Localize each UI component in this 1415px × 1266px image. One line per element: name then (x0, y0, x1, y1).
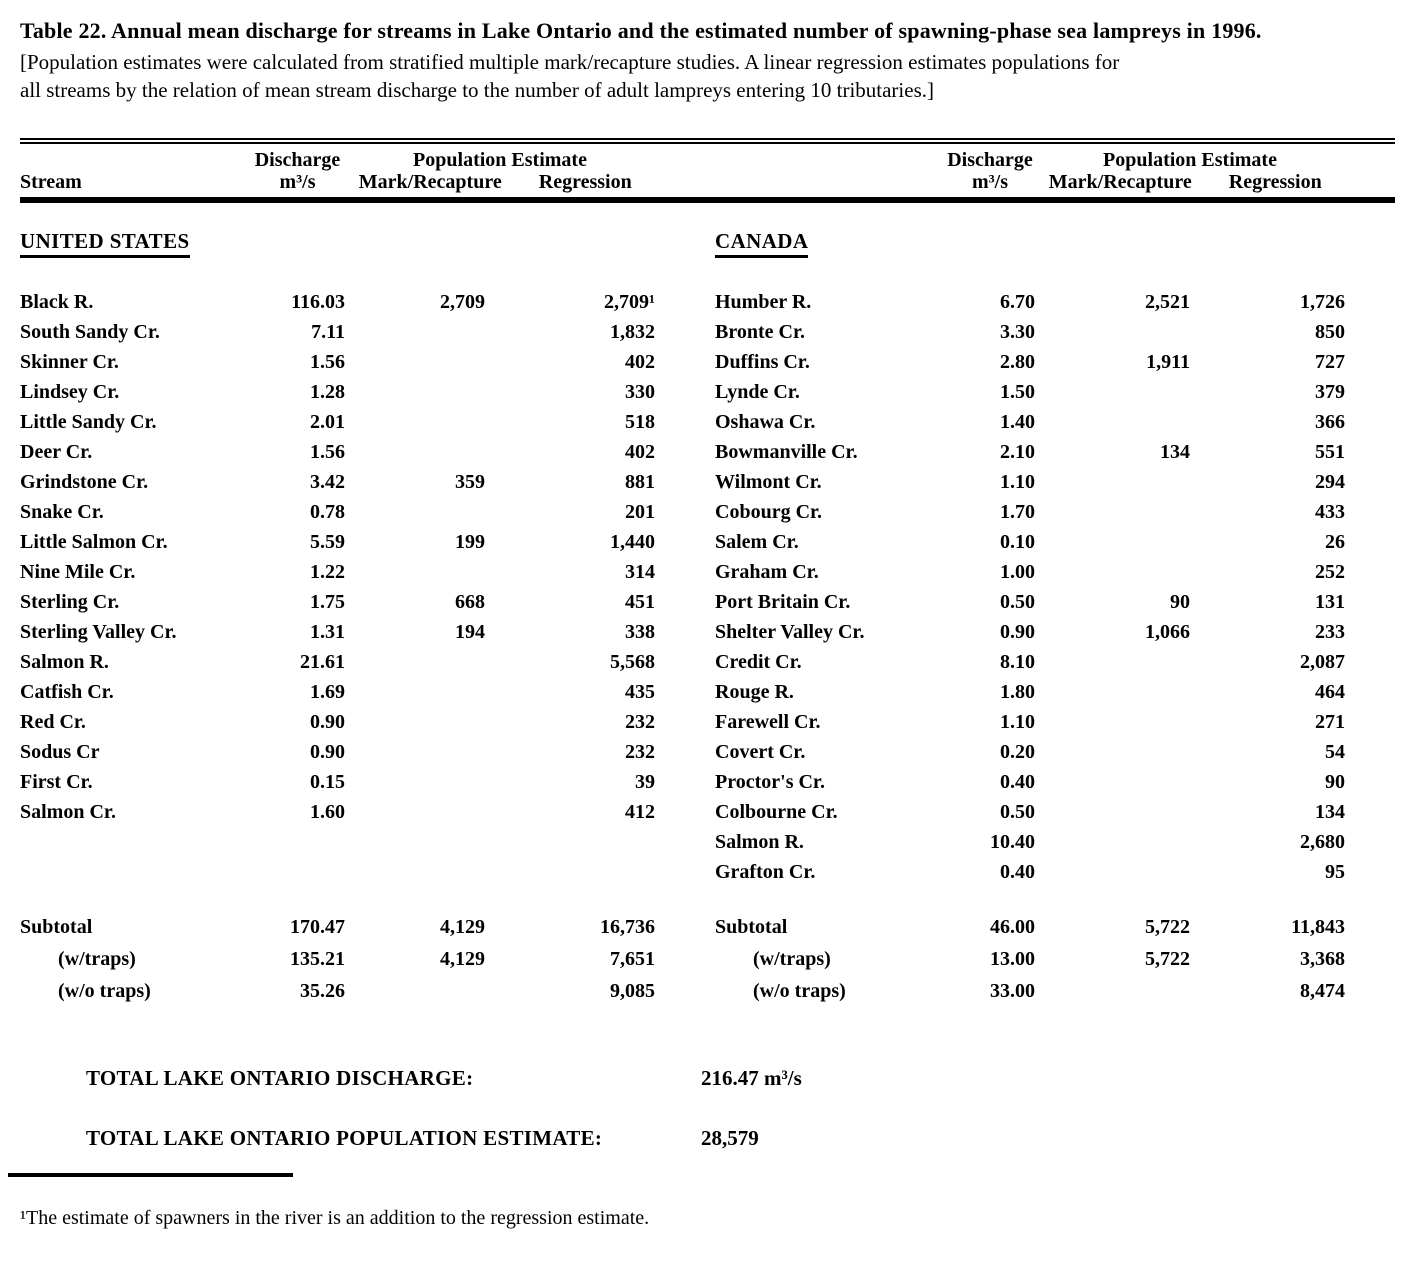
total-population-value: 28,579 (701, 1126, 759, 1150)
discharge-cell: 1.40 (1000, 411, 1035, 433)
discharge-cell: 35.26 (300, 980, 345, 1002)
regression-cell: 201 (625, 501, 655, 523)
regression-cell: 7,651 (610, 948, 655, 970)
discharge-cell: 1.60 (310, 801, 345, 823)
table-row (715, 707, 1395, 737)
table-row (715, 767, 1395, 797)
regression-cell: 54 (1325, 741, 1345, 763)
table-row (20, 407, 680, 437)
subtotal-label-cell: (w/o traps) (753, 980, 846, 1002)
stream-name-cell: Salmon R. (715, 831, 804, 853)
table-row (715, 797, 1395, 827)
stream-name-cell: Farewell Cr. (715, 711, 821, 733)
footnote-divider (8, 1173, 293, 1177)
stream-name-cell: Salmon Cr. (20, 801, 116, 823)
subtotal-row (715, 943, 1395, 975)
table-row (715, 587, 1395, 617)
regression-cell: 232 (625, 711, 655, 733)
discharge-cell: 0.90 (310, 711, 345, 733)
total-population-label: TOTAL LAKE ONTARIO POPULATION ESTIMATE: (86, 1126, 603, 1150)
table-row (715, 857, 1395, 887)
stream-name-cell: Graham Cr. (715, 561, 819, 583)
stream-name-cell: Colbourne Cr. (715, 801, 838, 823)
discharge-cell: 0.50 (1000, 591, 1035, 613)
table-row (715, 617, 1395, 647)
discharge-cell: 1.10 (1000, 471, 1035, 493)
mark-recapture-cell: 5,722 (1145, 916, 1190, 938)
discharge-cell: 1.80 (1000, 681, 1035, 703)
regression-cell: 2,087 (1300, 651, 1345, 673)
table-body (20, 203, 1395, 1007)
table-row (715, 677, 1395, 707)
regression-cell: 551 (1315, 441, 1345, 463)
subtotal-row (715, 911, 1395, 943)
subtotal-label-cell: (w/traps) (753, 948, 831, 970)
regression-cell: 314 (625, 561, 655, 583)
total-discharge-label: TOTAL LAKE ONTARIO DISCHARGE: (86, 1066, 474, 1090)
subtotal-row (20, 975, 680, 1007)
stream-name-cell: Catfish Cr. (20, 681, 114, 703)
table-row (20, 737, 680, 767)
subtotal-block-us (20, 911, 680, 1007)
stream-name-cell: Red Cr. (20, 711, 86, 733)
stream-name-cell: Humber R. (715, 291, 812, 313)
subtotal-row (715, 975, 1395, 1007)
stream-name-cell: Bowmanville Cr. (715, 441, 858, 463)
total-discharge-line (20, 1065, 1395, 1091)
regression-cell: 1,440 (610, 531, 655, 553)
regression-cell: 3,368 (1300, 948, 1345, 970)
stream-name-cell: Little Salmon Cr. (20, 531, 168, 553)
discharge-cell: 0.40 (1000, 861, 1035, 883)
stream-name-cell: Little Sandy Cr. (20, 411, 157, 433)
regression-cell: 232 (625, 741, 655, 763)
subtotal-label-cell: Subtotal (715, 916, 788, 938)
mark-recapture-cell (345, 975, 485, 1007)
mark-recapture-cell (345, 647, 485, 677)
table-row (715, 407, 1395, 437)
table-row (715, 317, 1395, 347)
discharge-cell: 0.40 (1000, 771, 1035, 793)
discharge-cell: 5.59 (310, 531, 345, 553)
canada-panel (715, 203, 1395, 1007)
mark-recapture-cell: 1,066 (1145, 621, 1190, 643)
stream-name-cell: Rouge R. (715, 681, 794, 703)
subtotal-block-canada (715, 911, 1395, 1007)
mark-recapture-cell (1035, 377, 1190, 407)
regression-cell: 435 (625, 681, 655, 703)
mark-recapture-cell (1035, 975, 1190, 1007)
mark-recapture-cell (345, 317, 485, 347)
mark-recapture-cell (345, 767, 485, 797)
stream-name-cell: Lynde Cr. (715, 381, 800, 403)
mark-recapture-cell (345, 557, 485, 587)
mark-recapture-cell (1035, 557, 1190, 587)
mark-recapture-cell (1035, 527, 1190, 557)
mark-recapture-cell (345, 797, 485, 827)
col-header-discharge: Discharge m³/s (947, 149, 1033, 193)
regression-cell: 233 (1315, 621, 1345, 643)
regression-cell: 412 (625, 801, 655, 823)
mark-recapture-cell (345, 437, 485, 467)
subtotal-label-cell: (w/o traps) (58, 980, 151, 1002)
discharge-cell: 33.00 (990, 980, 1035, 1002)
total-discharge-value: 216.47 m³/s (701, 1066, 802, 1090)
regression-cell: 330 (625, 381, 655, 403)
totals (20, 1065, 1395, 1151)
subtotal-label-cell: (w/traps) (58, 948, 136, 970)
discharge-cell: 10.40 (990, 831, 1035, 853)
regression-cell: 26 (1325, 531, 1345, 553)
table-row (20, 647, 680, 677)
stream-name-cell: Shelter Valley Cr. (715, 621, 865, 643)
discharge-cell: 2.10 (1000, 441, 1035, 463)
regression-cell: 9,085 (610, 980, 655, 1002)
regression-cell: 850 (1315, 321, 1345, 343)
discharge-cell: 1.00 (1000, 561, 1035, 583)
mark-recapture-cell (1035, 827, 1190, 857)
discharge-cell: 7.11 (311, 321, 345, 343)
stream-name-cell: Nine Mile Cr. (20, 561, 136, 583)
regression-cell: 402 (625, 441, 655, 463)
regression-cell: 131 (1315, 591, 1345, 613)
table-row (715, 737, 1395, 767)
discharge-cell: 0.78 (310, 501, 345, 523)
discharge-cell: 3.30 (1000, 321, 1035, 343)
col-header-regression: Regression (538, 171, 632, 193)
table-row (20, 467, 680, 497)
discharge-cell: 0.50 (1000, 801, 1035, 823)
regression-cell: 95 (1325, 861, 1345, 883)
stream-name-cell: Oshawa Cr. (715, 411, 816, 433)
col-header-discharge: Discharge m³/s (254, 149, 341, 193)
discharge-cell: 0.20 (1000, 741, 1035, 763)
regression-cell: 2,680 (1300, 831, 1345, 853)
regression-cell: 366 (1315, 411, 1345, 433)
section-header-united-states: UNITED STATES (20, 229, 680, 257)
regression-cell: 402 (625, 351, 655, 373)
stream-name-cell: South Sandy Cr. (20, 321, 160, 343)
mark-recapture-cell: 199 (455, 531, 485, 553)
discharge-cell: 116.03 (291, 291, 345, 313)
mark-recapture-cell (1035, 647, 1190, 677)
discharge-cell: 0.10 (1000, 531, 1035, 553)
stream-name-cell: Grafton Cr. (715, 861, 816, 883)
total-population-line (20, 1125, 1395, 1151)
regression-cell: 379 (1315, 381, 1345, 403)
table-row (715, 497, 1395, 527)
mark-recapture-cell (1035, 317, 1190, 347)
stream-name-cell: Deer Cr. (20, 441, 93, 463)
mark-recapture-cell (1035, 497, 1190, 527)
mark-recapture-cell: 4,129 (440, 916, 485, 938)
stream-name-cell: Bronte Cr. (715, 321, 805, 343)
table-row (715, 647, 1395, 677)
regression-cell: 518 (625, 411, 655, 433)
regression-cell: 1,832 (610, 321, 655, 343)
subtotal-row (20, 911, 680, 943)
stream-name-cell: Port Britain Cr. (715, 591, 851, 613)
col-header-regression: Regression (1228, 171, 1322, 193)
table-row (715, 377, 1395, 407)
stream-name-cell: Wilmont Cr. (715, 471, 822, 493)
discharge-cell: 135.21 (290, 948, 345, 970)
regression-cell: 271 (1315, 711, 1345, 733)
stream-name-cell: Salem Cr. (715, 531, 799, 553)
table-row (20, 527, 680, 557)
table-row (715, 287, 1395, 317)
discharge-cell: 1.50 (1000, 381, 1035, 403)
col-header-population-estimate: Population Estimate Mark/Recapture Regression (345, 149, 655, 193)
table-row (20, 287, 680, 317)
mark-recapture-cell (1035, 797, 1190, 827)
table-row (20, 767, 680, 797)
mark-recapture-cell: 1,911 (1146, 351, 1190, 373)
stream-table-canada (715, 287, 1395, 887)
mark-recapture-cell: 134 (1160, 441, 1190, 463)
mark-recapture-cell (1035, 767, 1190, 797)
discharge-cell: 21.61 (300, 651, 345, 673)
page-title: Table 22. Annual mean discharge for streams in Lake Ontario and the estimated number of spawning-phase sea lampreys in 1996. (20, 18, 1262, 43)
mark-recapture-cell: 2,521 (1145, 291, 1190, 313)
discharge-cell: 1.75 (310, 591, 345, 613)
mark-recapture-cell (345, 407, 485, 437)
discharge-cell: 0.90 (1000, 621, 1035, 643)
discharge-cell: 1.56 (310, 441, 345, 463)
mark-recapture-cell (1035, 407, 1190, 437)
mark-recapture-cell: 4,129 (440, 948, 485, 970)
stream-name-cell: Proctor's Cr. (715, 771, 825, 793)
stream-name-cell: Grindstone Cr. (20, 471, 149, 493)
table-row (20, 677, 680, 707)
table-row (20, 437, 680, 467)
regression-cell: 90 (1325, 771, 1345, 793)
regression-cell: 134 (1315, 801, 1345, 823)
regression-cell: 294 (1315, 471, 1345, 493)
discharge-cell: 8.10 (1000, 651, 1035, 673)
regression-cell: 433 (1315, 501, 1345, 523)
col-header-mark-recapture: Mark/Recapture (358, 171, 502, 193)
table-row (715, 527, 1395, 557)
table-row (715, 467, 1395, 497)
table-row (20, 377, 680, 407)
stream-name-cell: Snake Cr. (20, 501, 104, 523)
table-row (20, 587, 680, 617)
mark-recapture-cell: 194 (455, 621, 485, 643)
footnote: ¹The estimate of spawners in the river is an addition to the regression estimate. (20, 1207, 650, 1229)
table-note: [Population estimates were calculated from stratified multiple mark/recapture studies. A linear regression estimates populations for all streams by the relation of mean stream discharge to the number of adult lampreys entering 10 tributaries.] (20, 50, 1120, 102)
table-row (20, 617, 680, 647)
stream-name-cell: Sterling Valley Cr. (20, 621, 177, 643)
regression-cell: 1,726 (1300, 291, 1345, 313)
discharge-cell: 170.47 (290, 916, 345, 938)
regression-cell: 8,474 (1300, 980, 1345, 1002)
discharge-cell: 6.70 (1000, 291, 1035, 313)
subtotal-label-cell: Subtotal (20, 916, 93, 938)
discharge-cell: 1.31 (310, 621, 345, 643)
discharge-cell: 0.15 (310, 771, 345, 793)
mark-recapture-cell (345, 707, 485, 737)
regression-cell: 727 (1315, 351, 1345, 373)
col-header-stream: Stream (20, 171, 82, 193)
discharge-cell: 2.80 (1000, 351, 1035, 373)
discharge-cell: 46.00 (990, 916, 1035, 938)
regression-cell: 252 (1315, 561, 1345, 583)
regression-cell: 338 (625, 621, 655, 643)
stream-table-us (20, 287, 680, 887)
regression-cell: 451 (625, 591, 655, 613)
discharge-cell: 1.56 (310, 351, 345, 373)
mark-recapture-cell (1035, 737, 1190, 767)
table-row (20, 497, 680, 527)
table-row (20, 707, 680, 737)
regression-cell: 2,709¹ (604, 291, 655, 313)
mark-recapture-cell (345, 677, 485, 707)
mark-recapture-cell (1035, 707, 1190, 737)
mark-recapture-cell: 90 (1170, 591, 1190, 613)
regression-cell: 11,843 (1291, 916, 1345, 938)
discharge-cell: 13.00 (990, 948, 1035, 970)
section-header-canada: CANADA (715, 229, 1395, 257)
stream-name-cell: Credit Cr. (715, 651, 802, 673)
table-row (715, 347, 1395, 377)
stream-name-cell: Covert Cr. (715, 741, 806, 763)
discharge-cell: 1.22 (310, 561, 345, 583)
stream-name-cell: Salmon R. (20, 651, 109, 673)
mark-recapture-cell: 5,722 (1145, 948, 1190, 970)
discharge-cell: 0.90 (310, 741, 345, 763)
discharge-cell: 2.01 (310, 411, 345, 433)
table-row (20, 557, 680, 587)
mark-recapture-cell (345, 737, 485, 767)
mark-recapture-cell (345, 347, 485, 377)
discharge-cell: 1.69 (310, 681, 345, 703)
stream-name-cell: Black R. (20, 291, 94, 313)
table-row (715, 827, 1395, 857)
regression-cell: 5,568 (610, 651, 655, 673)
united-states-panel (20, 203, 680, 1007)
stream-name-cell: First Cr. (20, 771, 93, 793)
regression-cell: 464 (1315, 681, 1345, 703)
table-header-right (715, 149, 1395, 193)
col-header-mark-recapture: Mark/Recapture (1048, 171, 1192, 193)
mark-recapture-cell (1035, 677, 1190, 707)
stream-name-cell: Lindsey Cr. (20, 381, 120, 403)
table-row (715, 437, 1395, 467)
regression-cell: 39 (635, 771, 655, 793)
stream-name-cell: Duffins Cr. (715, 351, 810, 373)
mark-recapture-cell (1035, 467, 1190, 497)
mark-recapture-cell (345, 497, 485, 527)
regression-cell: 16,736 (600, 916, 655, 938)
table-header-left (20, 149, 680, 193)
table-row (20, 317, 680, 347)
stream-name-cell: Cobourg Cr. (715, 501, 823, 523)
mark-recapture-cell: 2,709 (440, 291, 485, 313)
table-header (20, 138, 1395, 203)
mark-recapture-cell (345, 377, 485, 407)
discharge-cell: 1.10 (1000, 711, 1035, 733)
discharge-cell: 3.42 (310, 471, 345, 493)
subtotal-row (20, 943, 680, 975)
stream-name-cell: Sterling Cr. (20, 591, 120, 613)
mark-recapture-cell: 359 (455, 471, 485, 493)
regression-cell: 881 (625, 471, 655, 493)
table-row (20, 797, 680, 827)
stream-name-cell: Skinner Cr. (20, 351, 119, 373)
discharge-cell: 1.28 (310, 381, 345, 403)
mark-recapture-cell: 668 (455, 591, 485, 613)
mark-recapture-cell (1035, 857, 1190, 887)
table-row (20, 347, 680, 377)
col-header-population-estimate: Population Estimate Mark/Recapture Regression (1035, 149, 1345, 193)
stream-name-cell: Sodus Cr (20, 741, 100, 763)
table-row (715, 557, 1395, 587)
discharge-cell: 1.70 (1000, 501, 1035, 523)
